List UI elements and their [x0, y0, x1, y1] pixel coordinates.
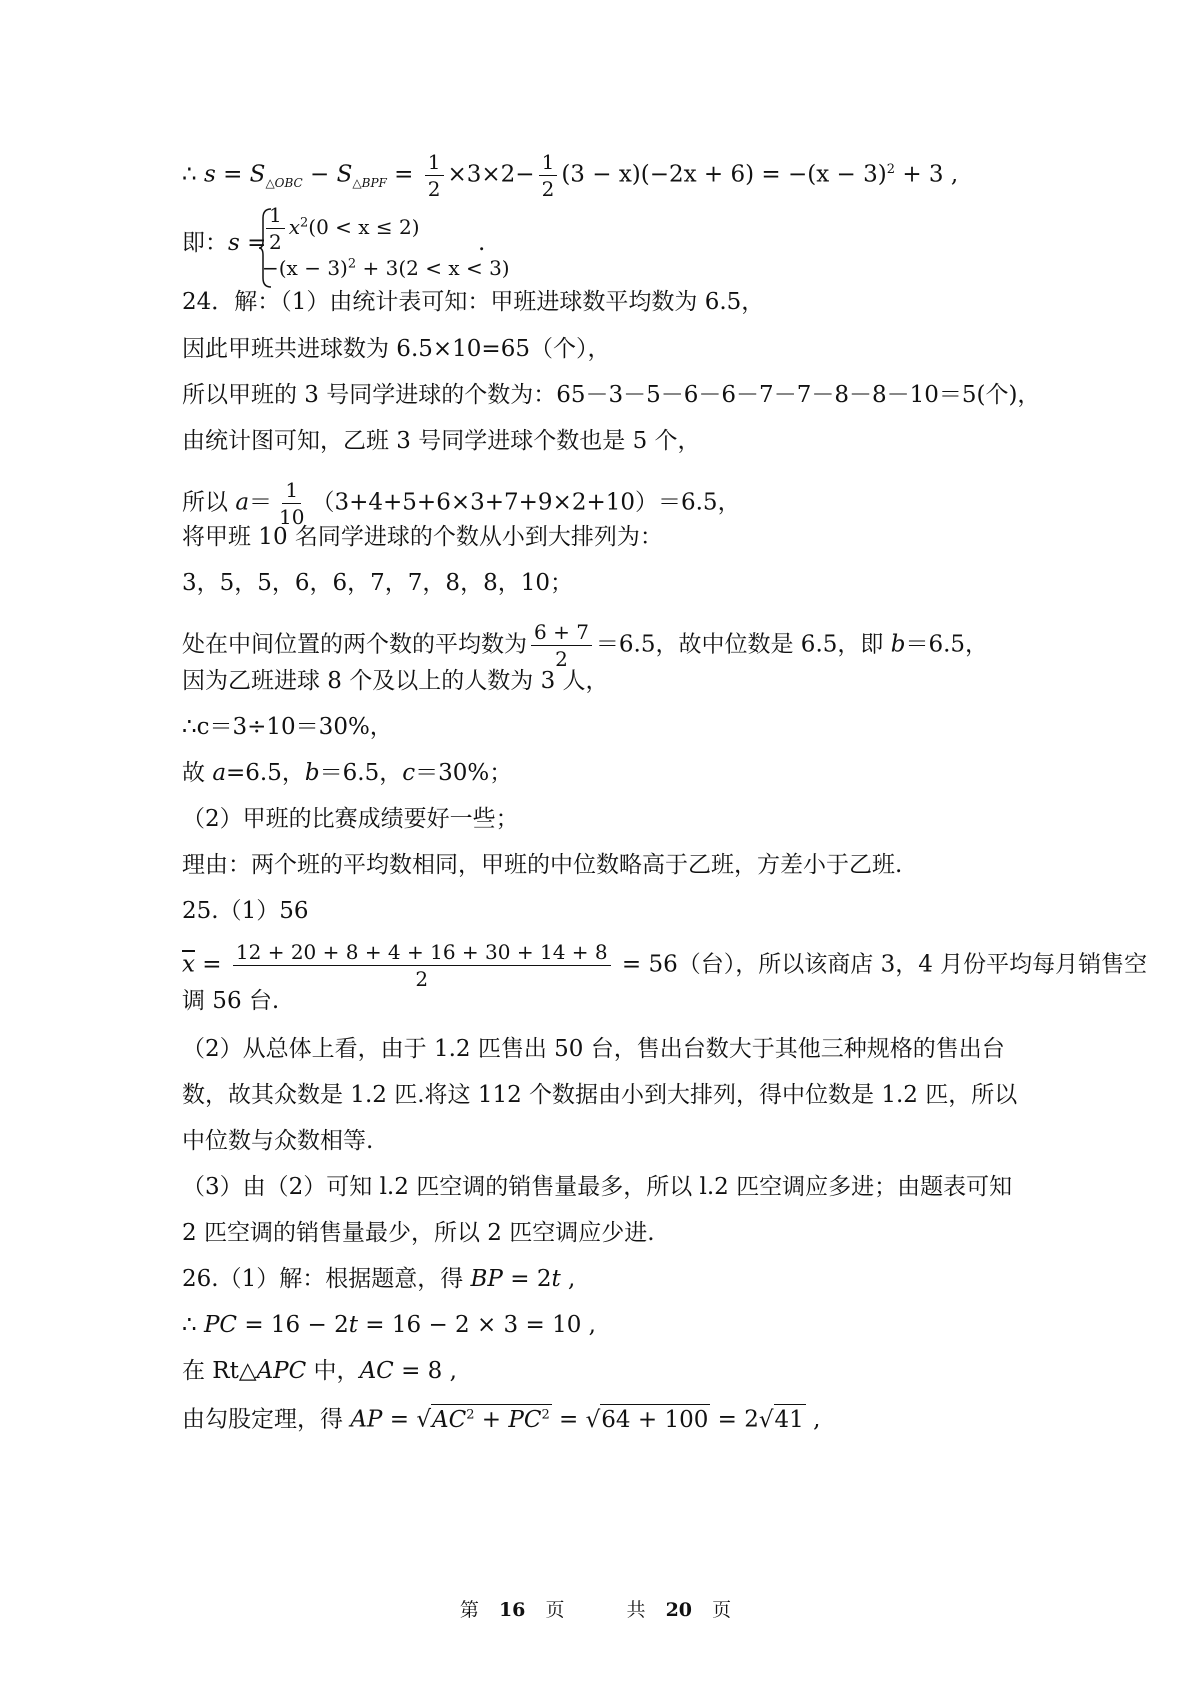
q25-part3-b: 2 匹空调的销售量最少，所以 2 匹空调应少进.: [182, 1220, 655, 1246]
q25-mean-end: 调 56 台.: [182, 988, 280, 1014]
q24-median: 处在中间位置的两个数的平均数为 $\frac{6 + 7}{2}$ ＝6.5，故中位数是 6.5，即 b＝6.5，: [182, 620, 989, 671]
q24-c-value: ∴c＝3÷10＝30%，: [182, 714, 393, 740]
page-footer: [0, 1595, 1191, 1622]
piecewise-label: 即：s =: [182, 230, 267, 256]
q24-intro: 24．解：（1）由统计表可知：甲班进球数平均数为 6.5，: [182, 289, 765, 315]
q24-reason: 理由：两个班的平均数相同，甲班的中位数略高于乙班，方差小于乙班.: [182, 852, 903, 878]
q25-part2-a: （2）从总体上看，由于 1.2 匹售出 50 台，售出台数大于其他三种规格的售出台: [182, 1036, 1005, 1062]
sqrt: $√AC^2 + PC^2$: [416, 1408, 551, 1432]
page-total: 共 20 页: [626, 1599, 732, 1621]
sqrt: √41: [759, 1409, 806, 1432]
fraction: $\frac{1}{2}$: [539, 150, 558, 201]
q24-count: 因为乙班进球 8 个及以上的人数为 3 人，: [182, 668, 609, 694]
q24-class-b: 由统计图可知，乙班 3 号同学进球个数也是 5 个，: [182, 428, 701, 454]
q25-part3-a: （3）由（2）可知 l.2 匹空调的销售量最多，所以 l.2 匹空调应多进；由题表可知: [182, 1174, 1013, 1200]
q25-part2-c: 中位数与众数相等.: [182, 1128, 374, 1154]
q24-total: 因此甲班共进球数为 6.5×10=65（个），: [182, 336, 611, 362]
q24-student3: 所以甲班的 3 号同学进球的个数为：65－3－5－6－6－7－7－8－8－10＝5(个)，: [182, 382, 1041, 408]
q26-ap: 由勾股定理，得 AP = $√AC^2 + PC^2 = √64 + 100 = 2√41$ ,: [182, 1408, 820, 1432]
q26-pc: ∴ PC = 16 − 2t = 16 − 2 × 3 = 10 ,: [182, 1312, 596, 1338]
q25-part2-b: 数，故其众数是 1.2 匹.将这 112 个数据由小到大排列，得中位数是 1.2 匹，所以: [182, 1082, 1018, 1108]
formula-s-difference: ∴ $s = S_{\triangle OBC} - S_{\triangle BPF}$ = $\frac{1}{2}$ ×3×2− $\frac{1}{2}$ $(3 - x)(-2x + 6) = -(x - 3)^2 + 3$ ,: [182, 150, 959, 201]
q25-mean: $\overline{x}$ = $\frac{12 + 20 + 8 + 4 + 16 + 30 + 14 + 8}{2}$ = 56（台），所以该商店 3，4 月份平均每月销售空: [182, 940, 1148, 991]
q26-ac: 在 Rt△APC 中，AC = 8 ,: [182, 1358, 457, 1384]
piecewise-case-1: $\frac{1}{2}$ $x^2(0 < x \le 2)$: [262, 203, 420, 254]
piecewise-end: .: [478, 230, 486, 256]
page-number: 第 16 页: [459, 1599, 565, 1621]
q24-summary: 故 a=6.5，b＝6.5，c＝30%；: [182, 760, 513, 786]
q26-bp: 26.（1）解：根据题意，得 BP = 2t ,: [182, 1266, 576, 1292]
piecewise-case-2: $-(x - 3)^2 + 3(2 < x < 3)$: [262, 256, 510, 280]
q25-part1: 25.（1）56: [182, 898, 309, 924]
sqrt: √64 + 100: [586, 1409, 711, 1432]
q24-mean-a: 所以 a＝ $\frac{1}{10}$ （3+4+5+6×3+7+9×2+10）＝6.5，: [182, 478, 741, 529]
q24-sort: 将甲班 10 名同学进球的个数从小到大排列为：: [182, 524, 663, 550]
q24-sorted-list: 3，5，5，6，6，7，7，8，8，10；: [182, 570, 573, 596]
fraction: $\frac{1}{2}$: [425, 150, 444, 201]
q24-part2: （2）甲班的比赛成绩要好一些；: [182, 806, 519, 832]
